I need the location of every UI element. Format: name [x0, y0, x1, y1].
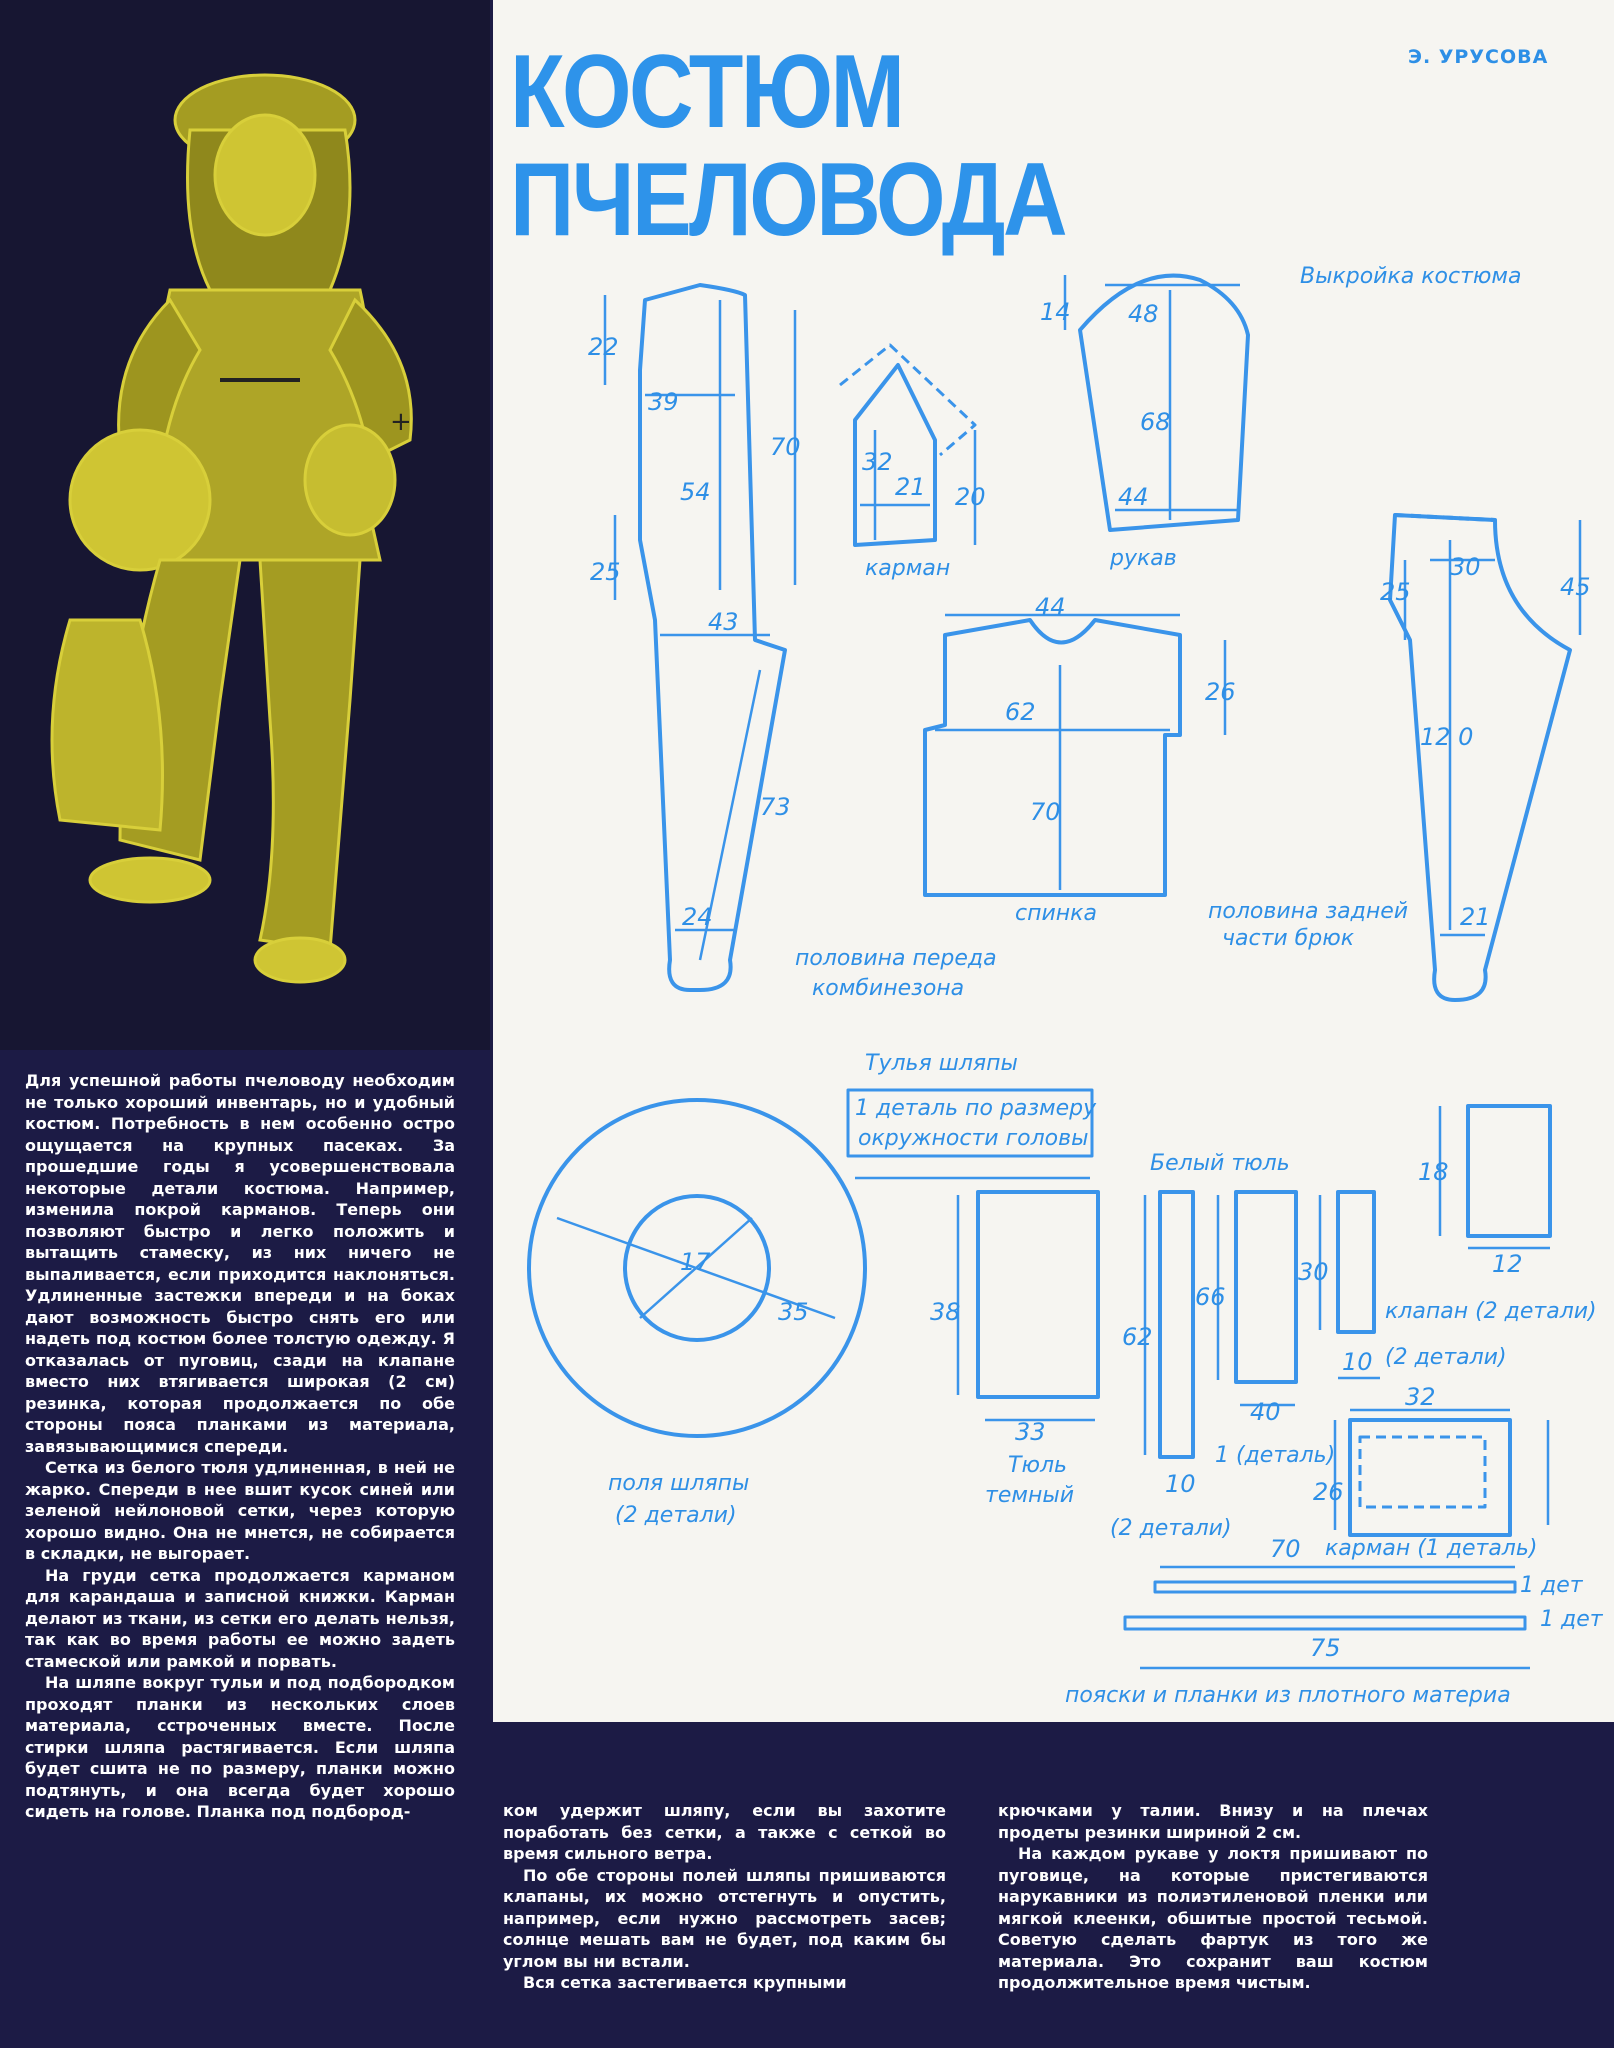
beekeeper-photo — [0, 0, 490, 1050]
label-one-detail: 1 (деталь) — [1215, 1443, 1336, 1468]
flap-rect — [1468, 1106, 1550, 1236]
article-paragraph: Сетка из белого тюля удлиненная, в ней не жарко. Спереди в нее вшит кусок синей или зеленой нейлоновой сетки, через которую хорошо видно. Она не мнется, не собирается в складки, не выгорает. — [25, 1458, 455, 1563]
label-flap: клапан (2 детали) — [1385, 1299, 1597, 1324]
article-paragraph: По обе стороны полей шляпы пришиваются клапаны, их можно отстегнуть и опустить, например, если нужно рассмотреть засев; солнце мешать вам не будет, под каким бы углом вы ни встали. — [503, 1865, 946, 1971]
dim-trousers-25: 25 — [1380, 578, 1411, 606]
label-white-tulle: Белый тюль — [1150, 1151, 1290, 1176]
dim-tulle-30: 30 — [1298, 1258, 1329, 1286]
label-one-det-b: 1 дет — [1540, 1607, 1603, 1632]
dim-brim-17: 17 — [680, 1248, 711, 1276]
dim-front-43: 43 — [708, 608, 739, 636]
dim-trousers-21: 21 — [1460, 903, 1491, 931]
label-trousers-line1: половина задней — [1208, 899, 1409, 924]
label-pocket-one: карман (1 деталь) — [1325, 1536, 1538, 1561]
dim-sleeve-48: 48 — [1128, 300, 1159, 328]
label-crown-note-line1: 1 деталь по размеру — [855, 1096, 1097, 1121]
dim-brim-35: 35 — [778, 1298, 809, 1326]
label-trousers-line2: части брюк — [1222, 926, 1355, 951]
label-two-details-strip: (2 детали) — [1110, 1516, 1232, 1541]
dim-trousers-30: 30 — [1450, 553, 1481, 581]
dim-pocket-32: 32 — [862, 448, 893, 476]
dim-strip-10: 10 — [1165, 1470, 1196, 1498]
dim-trousers-120: 12 0 — [1420, 723, 1474, 751]
dim-sleeve-14: 14 — [1040, 298, 1071, 326]
label-sleeve: рукав — [1110, 546, 1177, 571]
label-back: спинка — [1015, 901, 1097, 926]
dim-tulle-40: 40 — [1250, 1398, 1281, 1426]
dim-front-70: 70 — [770, 433, 801, 461]
dim-back-26: 26 — [1205, 678, 1236, 706]
label-two-details-tulle: (2 детали) — [1385, 1345, 1507, 1370]
dim-belt-75: 75 — [1310, 1634, 1341, 1662]
label-pocket: карман — [865, 556, 951, 581]
label-belts: пояски и планки из плотного материа — [1065, 1683, 1511, 1708]
label-front-line1: половина переда — [795, 946, 997, 971]
dim-tulle-66: 66 — [1195, 1283, 1226, 1311]
dim-tulle-10: 10 — [1342, 1348, 1373, 1376]
label-brim-line2: (2 детали) — [615, 1503, 737, 1528]
article-paragraph: На груди сетка продолжается карманом для карандаша и записной книжки. Карман делают из ткани, из сетки его делать нельзя, так как во время работы ее можно задеть стамеской или рамкой и порвать. — [25, 1565, 455, 1671]
title-line-1: КОСТЮМ — [510, 34, 903, 150]
dim-flap-12: 12 — [1492, 1250, 1523, 1278]
article-paragraph: крючками у талии. Внизу и на плечах продеты резинки шириной 2 см. — [998, 1801, 1428, 1842]
label-brim-line1: поля шляпы — [608, 1471, 750, 1496]
dim-sleeve-68: 68 — [1140, 408, 1171, 436]
dim-dark-tulle-38: 38 — [930, 1298, 961, 1326]
label-crown-note-line2: окружности головы — [858, 1126, 1089, 1151]
sewing-pattern-diagram — [493, 0, 1614, 1722]
dim-front-22: 22 — [588, 333, 619, 361]
back-outline — [925, 620, 1180, 895]
article-paragraph: На каждом рукаве у локтя пришивают по пуговице, на которые пристегиваются нарукавники из полиэтиленовой пленки или мягкой клеенки, обшитые простой тесьмой. Советую сделать фартук из того же материала. Это сохранит ваш костюм продолжительное время чистым. — [998, 1844, 1428, 1992]
dim-front-54: 54 — [680, 478, 711, 506]
beekeeper-figure-illustration — [0, 0, 490, 1050]
dim-back-70: 70 — [1030, 798, 1061, 826]
label-dark-tulle-line2: темный — [985, 1483, 1074, 1508]
svg-text:+: + — [390, 407, 412, 437]
dim-flap-18: 18 — [1418, 1158, 1449, 1186]
article-paragraph: ком удержит шляпу, если вы захотите поработать без сетки, а также с сеткой во время сильного ветра. — [503, 1801, 946, 1863]
dim-front-25: 25 — [590, 558, 621, 586]
dim-back-62: 62 — [1005, 698, 1036, 726]
dim-front-73: 73 — [760, 793, 791, 821]
article-paragraph: Для успешной работы пчеловоду необходим не только хороший инвентарь, но и удобный костюм. Потребность в нем особенно остро ощущается на крупных пасеках. За прошедшие годы я усовершенствовала некоторые детали костюма. Например, изменила покрой карманов. Теперь они позволяют быстро и легко положить и вытащить стамеску, из них ничего не выпаливается, если приходится наклоняться. Удлиненные застежки впереди и на боках дают возможность быстро снять его или надеть под костюм более толстую одежду. Я отказалась от пуговиц, сзади на клапане вместо них втягивается широкая (2 см) резинка, которая продолжается по обе стороны пояса планками из материала, завязывающимися спереди. — [25, 1071, 455, 1456]
dim-pocket-20: 20 — [955, 483, 986, 511]
dim-strip-62: 62 — [1122, 1323, 1153, 1351]
pattern-caption: Выкройка костюма — [1300, 264, 1522, 289]
dim-back-44: 44 — [1035, 593, 1066, 621]
dim-front-24: 24 — [682, 903, 713, 931]
article-paragraph: На шляпе вокруг тульи и под подбородком проходят планки из нескольких слоев материала, сстроченных вместе. После стирки шляпа растягивается. Если шляпа будет сшита не по размеру, планки можно подтянуть, и она всегда будет хорошо сидеть на голове. Планка под подбород- — [25, 1673, 455, 1821]
article-column-3 — [998, 1800, 1428, 1994]
label-dark-tulle-line1: Тюль — [1008, 1453, 1067, 1478]
author-name: Э. УРУСОВА — [1408, 46, 1549, 68]
dim-belt-70: 70 — [1270, 1535, 1301, 1563]
sleeve-outline — [1080, 276, 1248, 530]
dim-dark-tulle-33: 33 — [1015, 1418, 1046, 1446]
dim-pocket-21: 21 — [895, 473, 926, 501]
dim-pocket2-26: 26 — [1313, 1478, 1344, 1506]
article-column-1 — [25, 1070, 455, 1823]
label-front-line2: комбинезона — [812, 976, 965, 1001]
dark-tulle-rect — [978, 1192, 1098, 1397]
label-crown-title: Тулья шляпы — [865, 1051, 1018, 1076]
article-column-2 — [503, 1800, 946, 1994]
dim-pocket2-32: 32 — [1405, 1383, 1436, 1411]
label-one-det-a: 1 дет — [1520, 1573, 1583, 1598]
title-line-2: ПЧЕЛОВОДА — [510, 142, 1065, 258]
article-paragraph: Вся сетка застегивается крупными — [523, 1973, 847, 1992]
dim-front-39: 39 — [648, 388, 679, 416]
dim-trousers-45: 45 — [1560, 573, 1591, 601]
dim-sleeve-44: 44 — [1118, 483, 1149, 511]
